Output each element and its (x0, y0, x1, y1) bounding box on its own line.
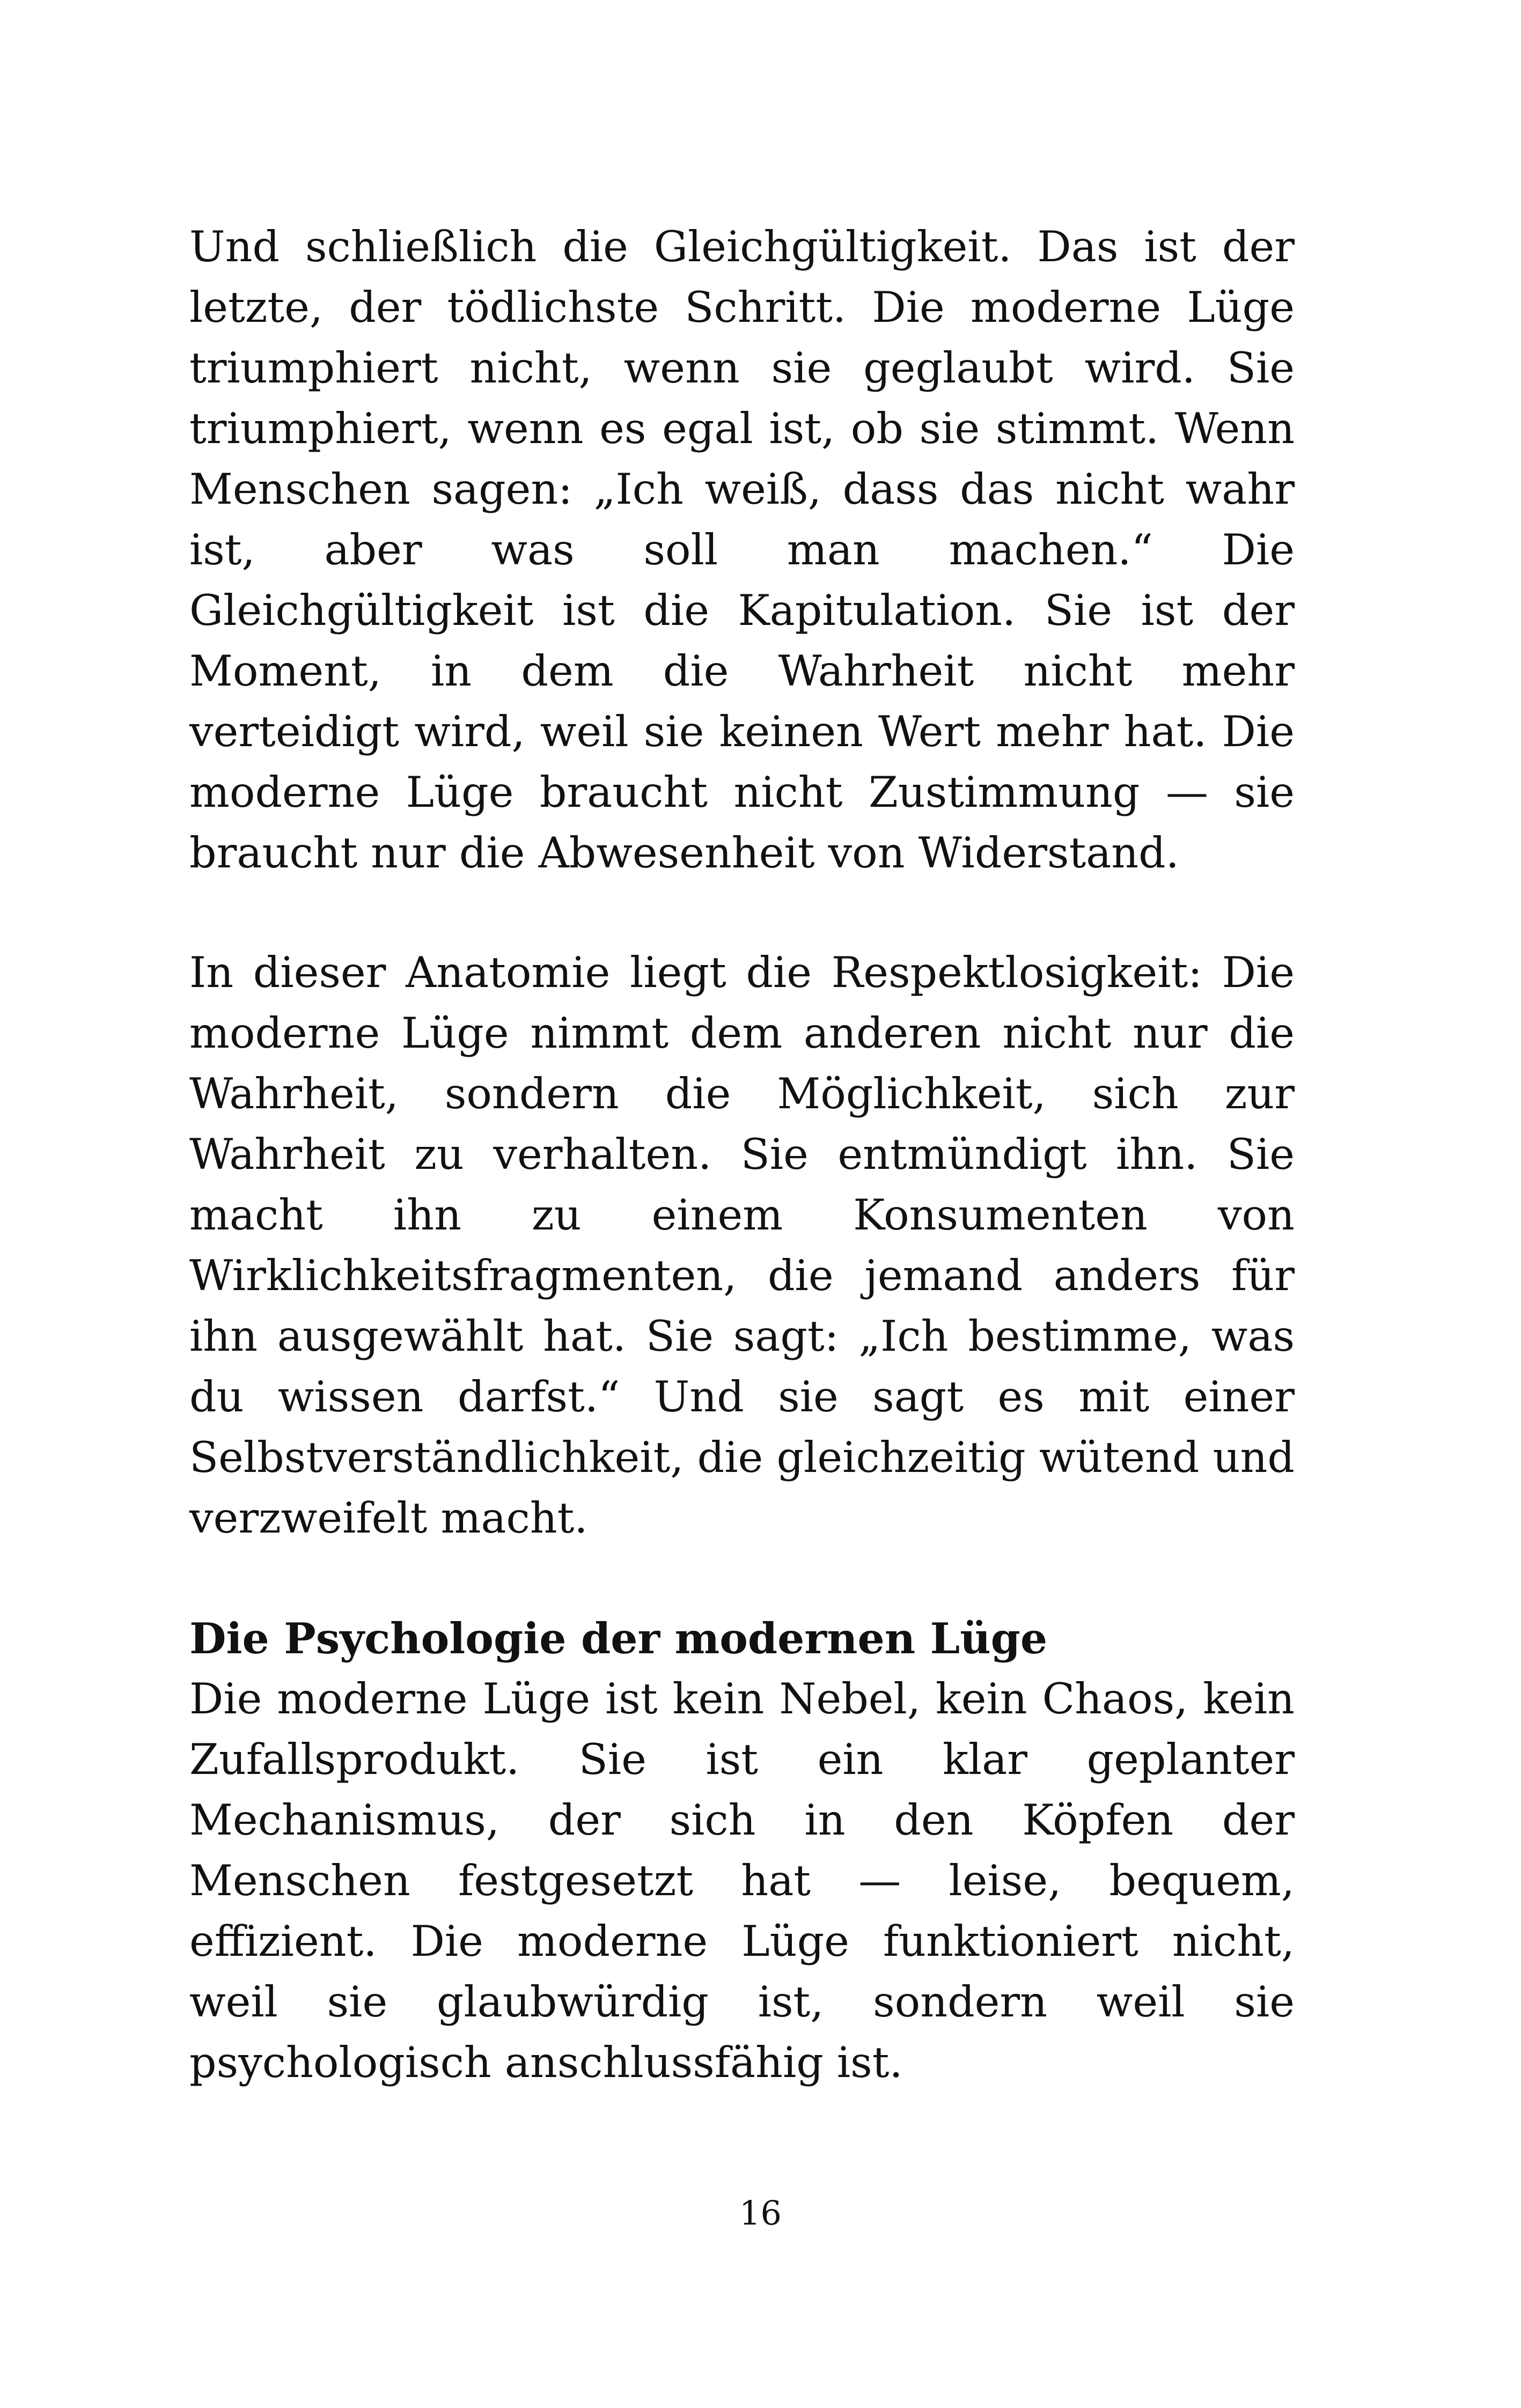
paragraph-anatomy: In dieser Anatomie liegt die Respektlosigkeit: Die moderne Lüge nimmt dem anderen nicht nur die Wahrheit, sondern die Möglichkeit, sich zur Wahrheit zu verhalten. Sie entmündigt ihn. Sie macht ihn zu einem Konsumenten von Wirklichkeitsfragmenten, die jemand anders für ihn ausgewählt hat. Sie sagt: „Ich bestimme, was du wissen darfst.“ Und sie sagt es mit einer Selbstverständlichkeit, die gleichzeitig wütend und verzweifelt macht. (189, 948, 1295, 1543)
paragraph-psychology: Die moderne Lüge ist kein Nebel, kein Chaos, kein Zufallsprodukt. Sie ist ein klar geplanter Mechanismus, der sich in den Köpfen der Menschen festgesetzt hat — leise, bequem, effizient. Die moderne Lüge funktioniert nicht, weil sie glaubwürdig ist, sondern weil sie psychologisch anschlussfähig ist. (189, 1674, 1295, 2087)
paragraph-indifference: Und schließlich die Gleichgültigkeit. Das ist der letzte, der tödlichste Schritt. Die moderne Lüge triumphiert nicht, wenn sie geglaubt wird. Sie triumphiert, wenn es egal ist, ob sie stimmt. Wenn Menschen sagen: „Ich weiß, dass das nicht wahr ist, aber was soll man machen.“ Die Gleichgültigkeit ist die Kapitulation. Sie ist der Moment, in dem die Wahrheit nicht mehr verteidigt wird, weil sie keinen Wert mehr hat. Die moderne Lüge braucht nicht Zustimmung — sie braucht nur die Abwesenheit von Widerstand. (189, 222, 1295, 878)
page-number: 16 (739, 2193, 782, 2233)
section-heading: Die Psychologie der modernen Lüge (189, 1614, 1048, 1663)
